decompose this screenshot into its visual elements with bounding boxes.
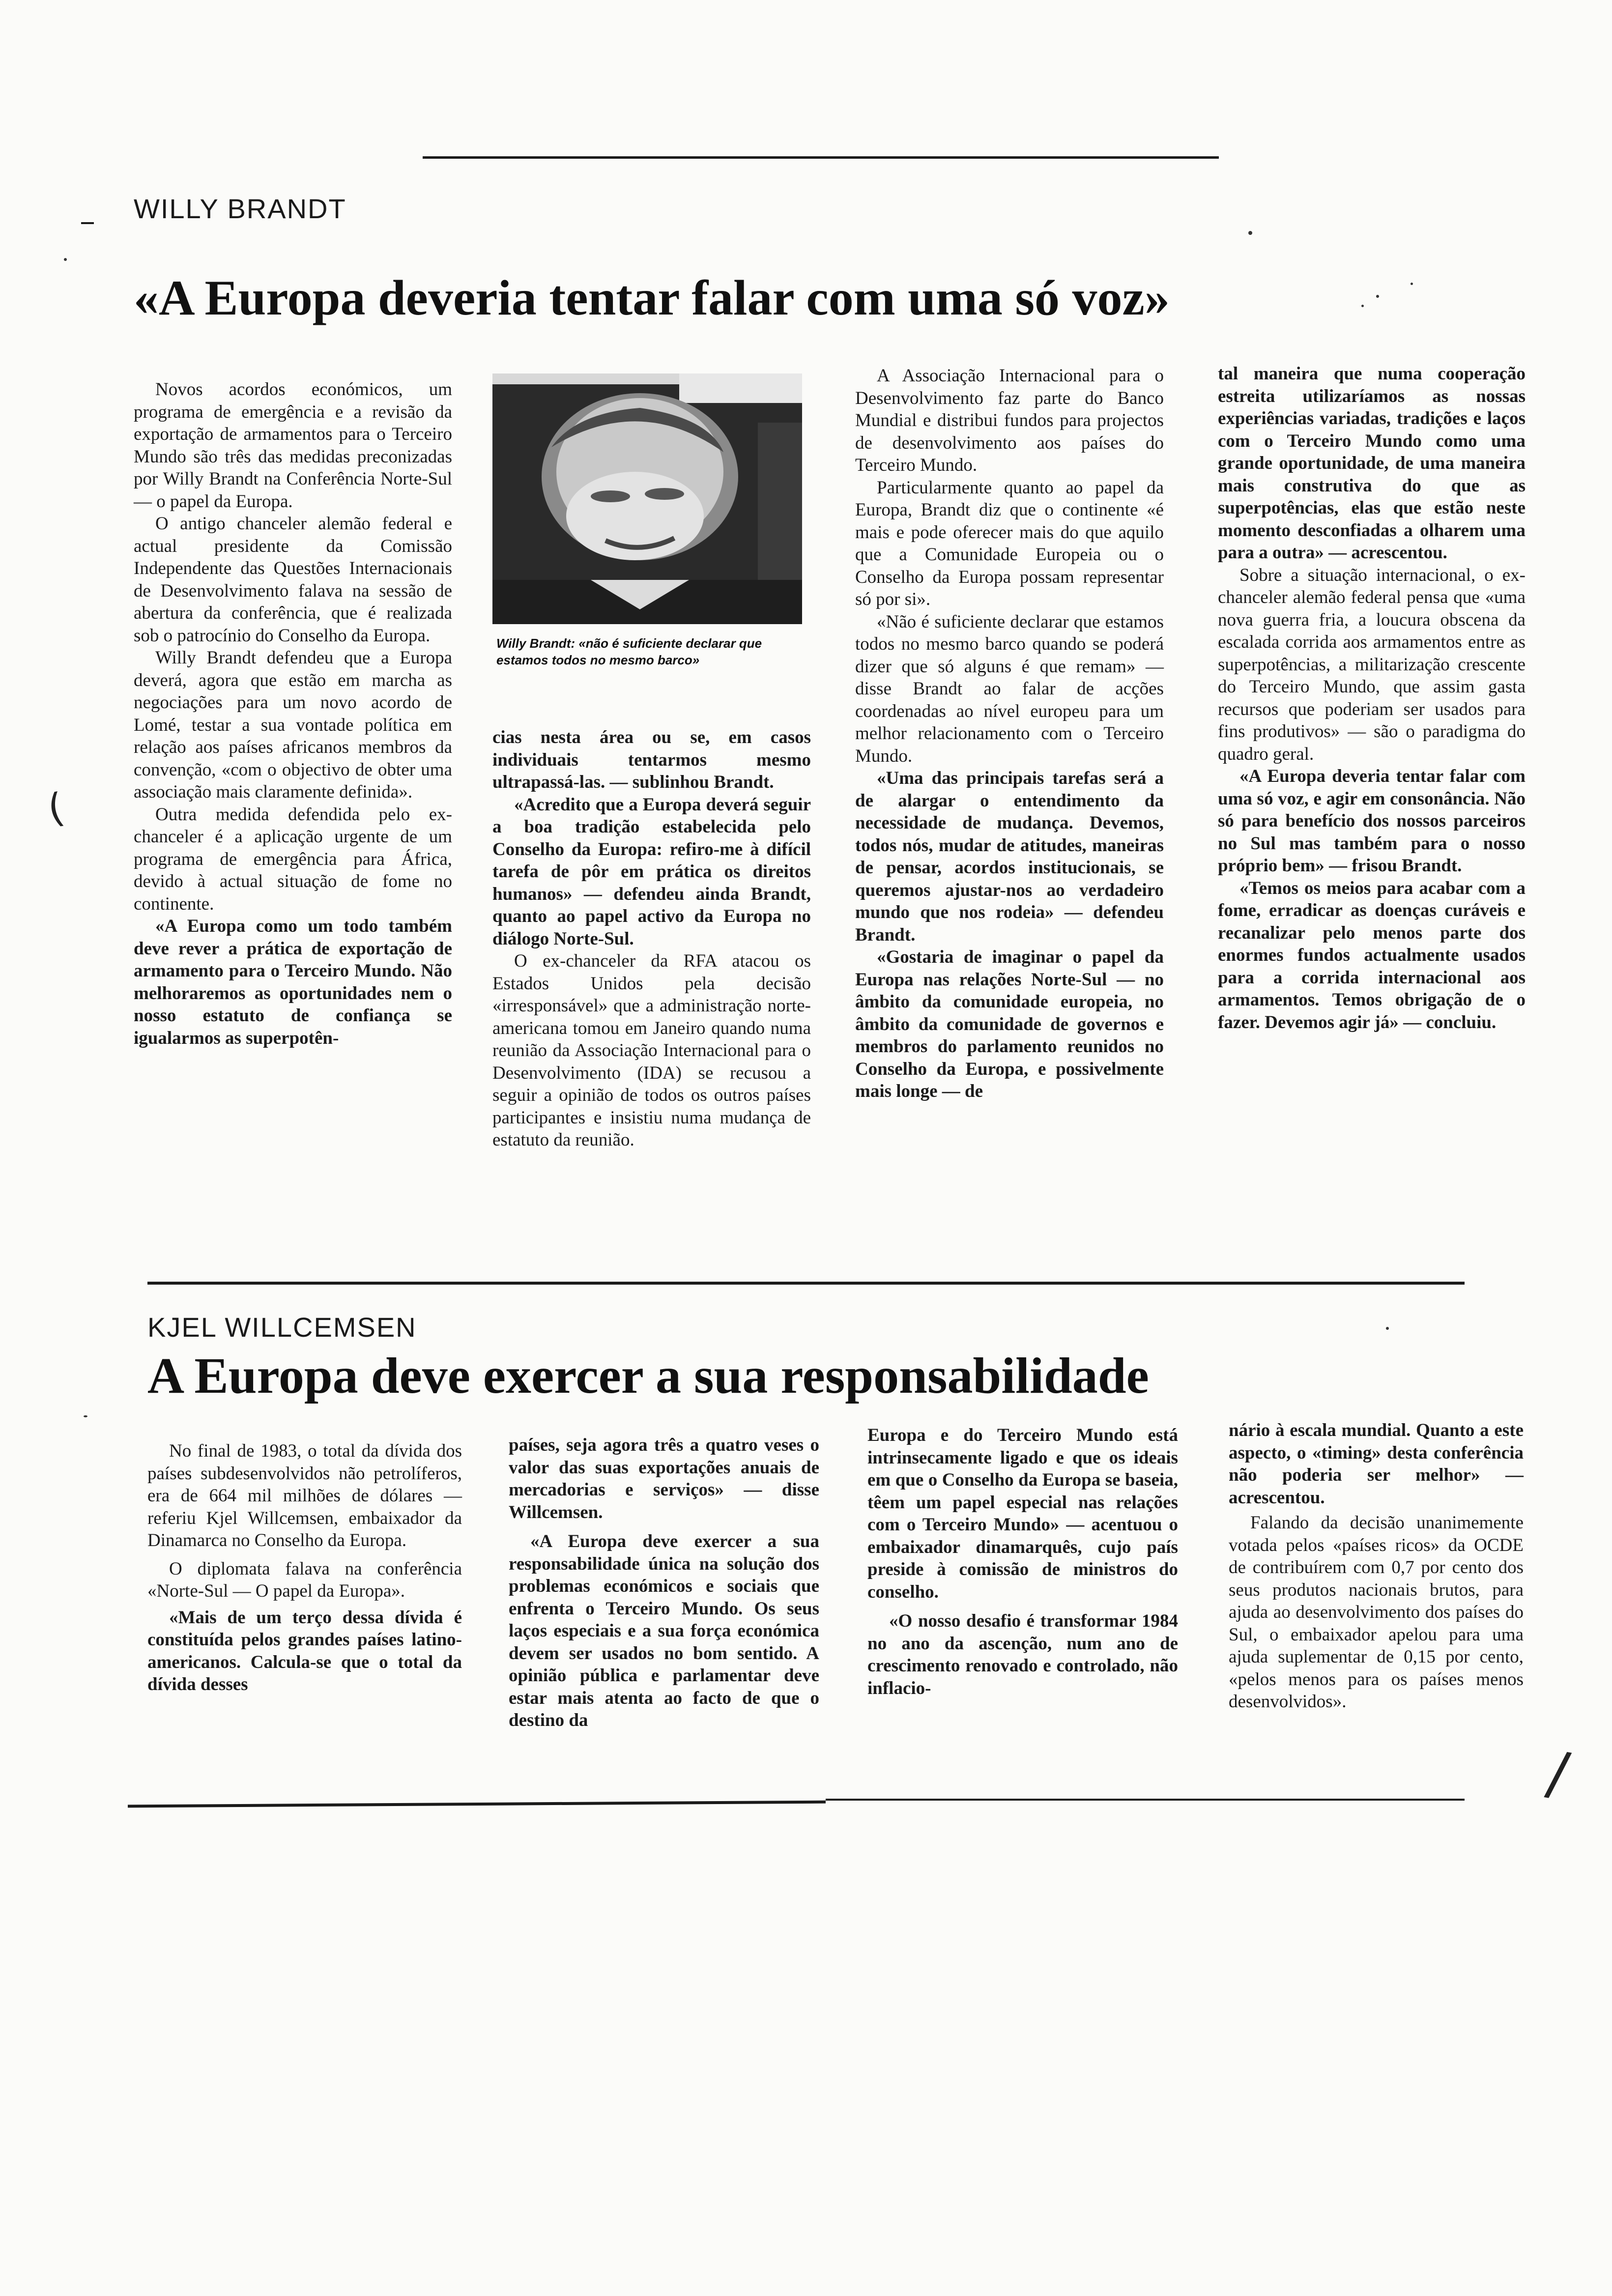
- article2-col4-p2: Falando da decisão unanimemente votada pelos «países ricos» da OCDE de contribuírem com 0,7 por cento dos seus produtos nacionais brutos, para ajuda ao desenvolvimento dos países do Sul, o embaixador apelou para uma ajuda suplementar de 0,15 por cento, «pelos menos para os países menos desenvolvidos».: [1229, 1513, 1524, 1712]
- article1-col1-p3: Willy Brandt defendeu que a Europa deverá, agora que estão em marcha as negociações para um novo acordo de Lomé, testar a sua vontade política em relação aos países africanos membros da convenção, «com o objectivo de obter uma associação mais claramente definida».: [134, 648, 452, 802]
- corner-slash-mark: /: [1542, 1738, 1574, 1809]
- kicker-dash: [81, 222, 94, 224]
- article2-kicker: KJEL WILLCEMSEN: [147, 1312, 417, 1343]
- article1-headline: «A Europa deveria tentar falar com uma só voz»: [134, 270, 1170, 326]
- article1-col4-p4: «Temos os meios para acabar com a fome, erradicar as doenças curáveis e recanalizar pelo menos parte dos enormes fundos actualmente usados para a corrida internacional aos armamentos. Temos obrigação de o fazer. Devemos agir já» — concluiu.: [1218, 878, 1526, 1033]
- article1-col3-p1: A Associação Internacional para o Desenvolvimento faz parte do Banco Mundial e distribui fundos para projectos de desenvolvimento aos países do Terceiro Mundo.: [855, 366, 1164, 475]
- article1-col1-p4: Outra medida defendida pelo ex-chanceler é a aplicação urgente de um programa de emergência para África, devido à actual situação de fome no continente.: [134, 804, 452, 914]
- article2-headline: A Europa deve exercer a sua responsabilidade: [147, 1348, 1149, 1404]
- article2-column-1: [147, 1440, 462, 1696]
- article1-col2-p2: «Acredito que a Europa deverá seguir a boa tradição estabelecida pelo Conselho da Europa: refiro-me à difícil tarefa de pôr em prática os direitos humanos» — defendeu ainda Brandt, quanto ao papel activo da Europa no diálogo Norte-Sul.: [492, 794, 811, 949]
- scan-speck: [84, 1415, 87, 1417]
- willy-brandt-photo: [492, 373, 802, 624]
- article1-column-3: [855, 365, 1164, 1103]
- article2-col1-p1: No final de 1983, o total da dívida dos países subdesenvolvidos não petrolíferos, era de 664 mil milhões de dólares — referiu Kjel Willcemsen, embaixador da Dinamarca no Conselho da Europa.: [147, 1441, 462, 1550]
- margin-bracket-mark: (: [44, 784, 68, 832]
- article2-col3-p1: Europa e do Terceiro Mundo está intrinsecamente ligado e que os ideais em que o Conselho da Europa se baseia, têem um papel especial nas relações com o Terceiro Mundo» — acentuou o embaixador dinamarquês, cujo país preside à comissão de ministros do conselho.: [867, 1425, 1178, 1602]
- article1-kicker: WILLY BRANDT: [134, 193, 346, 224]
- scan-speck: [1376, 295, 1379, 298]
- article1-column-1: [134, 378, 452, 1049]
- article1-col3-p3: «Não é suficiente declarar que estamos todos no mesmo barco quando se poderá dizer que só alguns é que remam» — disse Brandt ao falar de acções coordenadas ao nível europeu para um melhor relacionamento com o Terceiro Mundo.: [855, 611, 1164, 766]
- article1-col1-p5: «A Europa como um todo também deve rever a prática de exportação de armamento para o Terceiro Mundo. Não melhoraremos as oportunidades nem o nosso estatuto de confiança se igualarmos as superpotên-: [134, 916, 452, 1048]
- article2-col1-p2: O diplomata falava na conferência «Norte-Sul — O papel da Europa».: [147, 1558, 462, 1601]
- article2-col2-p1: países, seja agora três a quatro veses o valor das suas exportações anuais de mercadorias e serviços» — disse Willcemsen.: [509, 1435, 819, 1522]
- article2-col4-p1: nário à escala mundial. Quanto a este aspecto, o «timing» desta conferência não poderia ser melhor» — acrescentou.: [1229, 1420, 1524, 1508]
- article1-col3-p5: «Gostaria de imaginar o papel da Europa nas relações Norte-Sul — no âmbito da comunidade europeia, no âmbito da comunidade de governos e membros do parlamento reunidos no Conselho da Europa, e possivelmente mais longe — de: [855, 947, 1164, 1101]
- top-rule: [423, 156, 1219, 159]
- photo-caption: Willy Brandt: «não é suficiente declarar que estamos todos no mesmo barco»: [496, 636, 762, 667]
- article1-col2-p1: cias nesta área ou se, em casos individuais tentarmos mesmo ultrapassá-las. — sublinhou Brandt.: [492, 727, 811, 792]
- scan-speck: [1410, 283, 1413, 285]
- portrait-illustration: [492, 373, 802, 624]
- article1-col1-p1: Novos acordos económicos, um programa de emergência e a revisão da exportação de armamentos para o Terceiro Mundo são três das medidas preconizadas por Willy Brandt na Conferência Norte-Sul — o papel da Europa.: [134, 379, 452, 512]
- scan-speck: [1386, 1327, 1389, 1330]
- article1-col1-p2: O antigo chanceler alemão federal e actual presidente da Comissão Independente das Questões Internacionais de Desenvolvimento falava na sessão de abertura da conferência, que é realizada sob o patrocínio do Conselho da Europa.: [134, 514, 452, 646]
- article2-column-4: [1229, 1419, 1524, 1713]
- article1-col4-p1: tal maneira que numa cooperação estreita utilizaríamos as nossas experiências variadas, tradições e laços com o Terceiro Mundo como uma grande oportunidade, de uma maneira mais construtiva do que as superpotências, elas que estão neste momento desconfiadas a olharem uma para a outra» — acrescentou.: [1218, 364, 1526, 563]
- article2-column-3: [867, 1424, 1178, 1699]
- scan-speck: [1361, 305, 1364, 307]
- article1-col4-p2: Sobre a situação internacional, o ex-chanceler alemão federal pensa que «uma nova guerra fria, a loucura obscena da escalada corrida aos armamentos entre as superpotências, a militarização crescente do Terceiro Mundo, que assim gasta recursos que poderiam ser usados para fins produtivos» — são o paradigma do quadro geral.: [1218, 565, 1526, 764]
- article-separator-rule: [147, 1282, 1465, 1285]
- article1-col2-p3: O ex-chanceler da RFA atacou os Estados Unidos pela decisão «irresponsável» que a administração norte-americana tomou em Janeiro quando numa reunião da Associação Internacional para o Desenvolvimento (IDA) se recusou a seguir a opinião de todos os outros países participantes e insistiu numa mudança de estatuto da reunião.: [492, 951, 811, 1150]
- article1-col4-p3: «A Europa deveria tentar falar com uma só voz, e agir em consonância. Não só para benefício dos nossos parceiros no Sul mas também para o nosso próprio bem» — frisou Brandt.: [1218, 766, 1526, 876]
- article2-col3-p2: «O nosso desafio é transformar 1984 no ano da ascenção, num ano de crescimento renovado e controlado, não inflacio-: [867, 1611, 1178, 1698]
- scan-speck: [64, 258, 67, 261]
- scan-speck: [1248, 231, 1252, 235]
- article2-column-2: [509, 1434, 819, 1732]
- article2-col1-p3: «Mais de um terço dessa dívida é constituída pelos grandes países latino-americanos. Calcula-se que o total da dívida desses: [147, 1607, 462, 1694]
- bottom-rule-left: [128, 1801, 826, 1808]
- article1-column-4: [1218, 363, 1526, 1033]
- article1-col3-p4: «Uma das principais tarefas será a de alargar o entendimento da necessidade de mudança. Devemos, todos nós, mudar de atitudes, maneiras de pensar, acordos institucionais, se queremos ajustar-nos ao verdadeiro mundo que nos rodeia» — defendeu Brandt.: [855, 768, 1164, 945]
- article2-col2-p2: «A Europa deve exercer a sua responsabilidade única na solução dos problemas económicos e sociais que enfrenta o Terceiro Mundo. Os seus laços especiais e a sua força económica devem ser usados no bom sentido. A opinião pública e parlamentar deve estar mais atenta ao facto de que o destino da: [509, 1531, 819, 1730]
- article1-col3-p2: Particularmente quanto ao papel da Europa, Brandt diz que o continente «é mais e pode oferecer mais do que aquilo que a Comunidade Europeia ou o Conselho da Europa possam representar só por si».: [855, 477, 1164, 609]
- article1-column-2: [492, 726, 811, 1151]
- bottom-rule-right: [826, 1799, 1465, 1801]
